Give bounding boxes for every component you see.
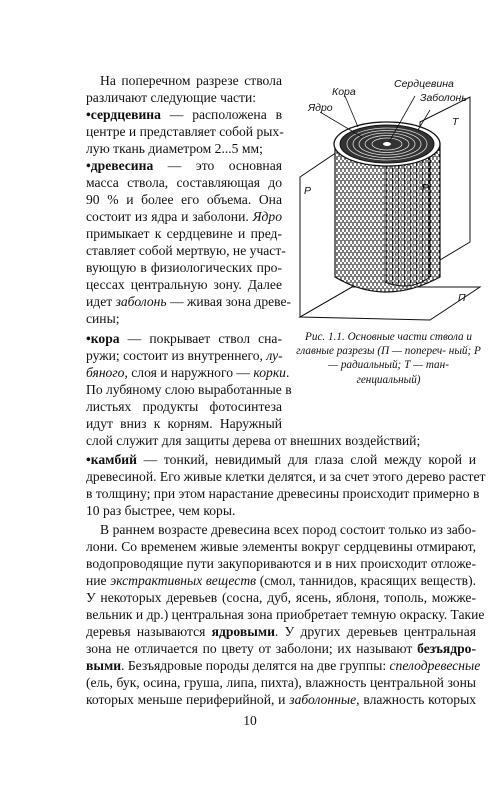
text-line: 90 % и более его объема. Она — [86, 192, 282, 207]
label-zabolon: Заболонь — [420, 92, 467, 104]
label-serdcevina: Сердцевина — [394, 78, 454, 90]
text-line: (ель, бук, осина, груша, липа, пихта), влажность центральной зоны — [86, 675, 476, 690]
page-number: 10 — [243, 713, 257, 728]
trunk-figure — [290, 78, 486, 322]
text-line: сины; — [86, 311, 120, 326]
text-line-kambiy: •камбий — тонкий, невидимый для глаза слой между корой и — [86, 452, 476, 467]
text-line: слой служит для защиты дерева от внешних воздействий; — [86, 433, 421, 448]
label-p-left: Р — [304, 185, 312, 197]
text-line: которых меньше периферийной, и заболонные, влажность которых — [86, 692, 477, 707]
label-t: Т — [452, 116, 459, 128]
text-line: состоит из ядра и заболони. Ядро — [86, 209, 282, 224]
text-line: цессах центральную зону. Далее — [86, 277, 282, 292]
text-line: центре и представляет собой рых- — [86, 124, 284, 139]
text-line: зона не отличается по цвету от заболони; их называют безъядро- — [86, 641, 476, 656]
text-line: По лубяному слою выработанные в — [86, 382, 292, 397]
text-line: идут вниз к корням. Наружный — [86, 416, 282, 431]
text-line: в толщину; при этом нарастание древесины происходит примерно в — [86, 486, 480, 501]
text-line: различают следующие части: — [86, 90, 257, 105]
text-line: идет заболонь — живая зона древе- — [86, 294, 292, 309]
text-line: На поперечном разрезе ствола — [100, 73, 282, 88]
text-line: ние экстрактивных веществ (смол, таннидов, красящих веществ). — [86, 573, 477, 588]
text-line: бяного, слоя и наружного — корки. — [86, 365, 290, 380]
label-p-right: Р — [422, 182, 430, 194]
text-line: лую ткань диаметром 2...5 мм; — [86, 141, 263, 156]
text-line: 10 раз быстрее, чем коры. — [86, 503, 236, 518]
text-line-serdcevina: •сердцевина — расположена в — [86, 107, 282, 122]
text-line: У некоторых деревьев (сосна, дуб, ясень, яблоня, тополь, можже- — [86, 590, 476, 605]
text-line: древесиной. Его живые клетки делятся, и за счет этого дерево растет — [86, 469, 486, 484]
text-line: водопроводящие пути закупориваются и в них происходит отложе- — [86, 556, 476, 571]
figure-caption: Рис. 1.1. Основные части ствола и главные разрезы (П — попереч- ный; Р — радиальный; Т — тан- генциальный) — [296, 331, 481, 386]
text-line: деревья называются ядровыми. У других деревьев центральная — [86, 624, 476, 639]
text-line: лони. Со временем живые элементы вокруг сердцевины отмирают, — [86, 539, 476, 554]
text-line: В раннем возрасте древесина всех пород состоит только из забо- — [100, 522, 476, 537]
text-line: ставляет собой мертвую, не участ- — [86, 243, 286, 258]
text-line-kora: •кора — покрывает ствол сна- — [86, 331, 282, 346]
text-line: масса ствола, составляющая до — [86, 175, 282, 190]
cutaway — [385, 157, 430, 286]
text-line: ружи; состоит из внутреннего, лу- — [86, 348, 283, 363]
text-line: вующую в физиологических про- — [86, 260, 282, 275]
text-line: вельник и др.) центральная зона приобретает темную окраску. Такие — [86, 607, 485, 622]
text-line-drevesina: •древесина — это основная — [86, 158, 282, 173]
label-kora: Кора — [332, 86, 356, 98]
text-line: выми. Безъядровые породы делятся на две группы: спелодревесные — [86, 658, 481, 673]
text-line: листьях продукты фотосинтеза — [86, 399, 282, 414]
text-line: примыкает к сердцевине и пред- — [86, 226, 282, 241]
pith-core — [383, 142, 391, 146]
label-pi: П — [458, 292, 466, 304]
label-yadro: Ядро — [308, 102, 333, 114]
